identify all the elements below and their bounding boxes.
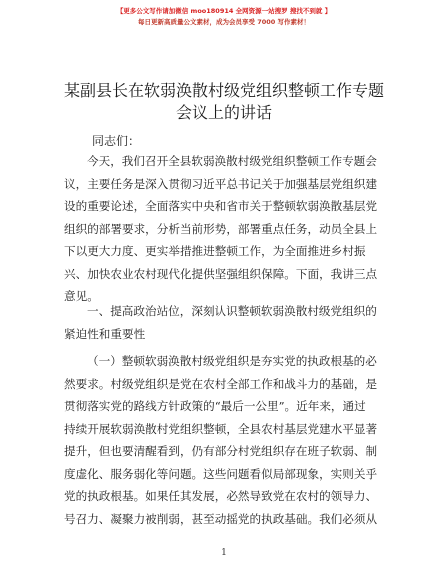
paragraph-line: 议，主要任务是深入贯彻习近平总书记关于加强基层党组织建 — [64, 176, 378, 191]
document-title — [40, 80, 408, 124]
title-line: 会议上的讲话 — [175, 103, 272, 122]
title-line: 某副县长在软弱涣散村级党组织整顿工作专题 — [63, 81, 384, 100]
heading-line: 紧迫性和重要性 — [64, 326, 146, 341]
paragraph-line: 持续开展软弱涣散村党组织整顿，全县农村基层党建水平显著 — [64, 421, 378, 436]
paragraph-line: 号召力、凝聚力被削弱，甚至动摇党的执政基础。我们必须从 — [64, 511, 378, 526]
greeting: 同志们： — [92, 134, 141, 148]
paragraph-line: 下以更大力度、更实举措推进整顿工作，为全面推进乡村振 — [64, 244, 366, 258]
paragraph-line: 贯彻落实党的路线方针政策的“最后一公里”。近年来，通过 — [64, 399, 366, 413]
intro-paragraph — [64, 150, 390, 308]
heading-line: 一、提高政治站位，深刻认识整顿软弱涣散村级党组织的 — [87, 304, 377, 318]
paragraph-line: 然要求。村级党组织是党在农村全部工作和战斗力的基础，是 — [64, 376, 378, 391]
page-number: 1 — [221, 548, 227, 558]
promo-banner-line-1: 【更多公文写作请加微信 moo180914 全网资源一站搜罗 搜找不到就 】 — [116, 7, 332, 15]
section-heading — [64, 300, 390, 345]
paragraph-line: 提升，但也要清醒看到，仍有部分村党组织存在班子软弱、制 — [64, 444, 378, 458]
subsection-paragraph — [64, 350, 390, 530]
paragraph-line: 意见。 — [64, 289, 99, 303]
paragraph-line: 党的执政根基。如果任其发展，必然导致党在农村的领导力、 — [64, 489, 378, 503]
paragraph-line: 度虚化、服务弱化等问题。这些问题看似局部现象，实则关乎 — [64, 466, 378, 481]
paragraph-line: 设的重要论述，全面落实中央和省市关于整顿软弱涣散基层党 — [64, 199, 378, 213]
promo-banner-line-2: 每日更新高质量公文素材，成为会员享受 7000 写作素材！ — [137, 18, 311, 26]
paragraph-line: 兴、加快农业农村现代化提供坚强组织保障。下面，我讲三点 — [64, 266, 378, 281]
paragraph-line: （一）整顿软弱涣散村级党组织是夯实党的执政根基的必 — [87, 354, 377, 368]
paragraph-line: 今天，我们召开全县软弱涣散村级党组织整顿工作专题会 — [87, 154, 377, 168]
paragraph-line: 组织的部署要求，分析当前形势，部署重点任务，动员全县上 — [64, 221, 378, 236]
